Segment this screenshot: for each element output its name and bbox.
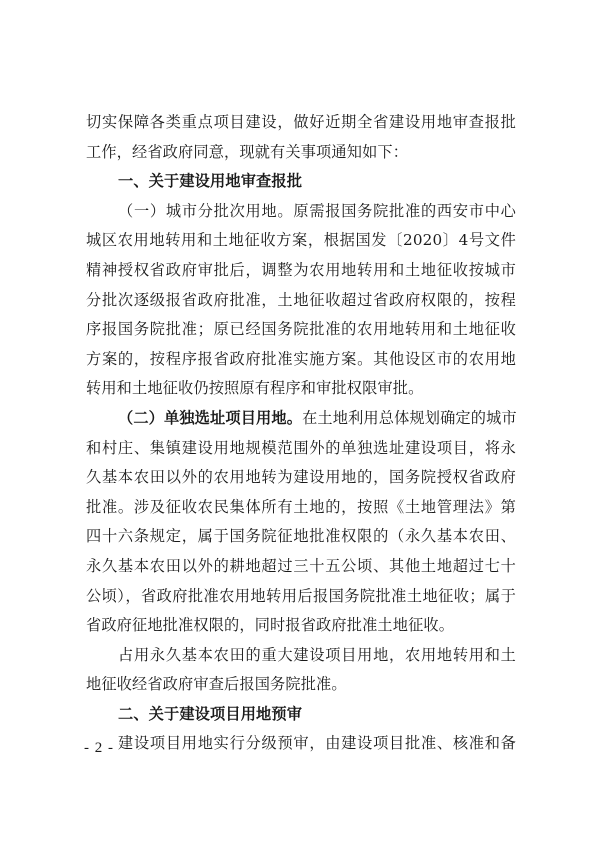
item-2-line: 永久基本农田以外的耕地超过三十五公顷、其他土地超过七十	[86, 556, 516, 575]
item-2-lead: （二）单独选址项目用地。	[118, 408, 303, 427]
document-body	[86, 108, 516, 759]
item-2-line: 久基本农田以外的农用地转为建设用地的，国务院授权省政府	[86, 468, 516, 487]
item-2-text: 在土地利用总体规划确定的城市	[302, 408, 517, 427]
item-1-first-line	[86, 197, 516, 227]
paragraph-3-line: 地征收经省政府审查后报国务院批准。	[86, 675, 347, 694]
item-2-line: 批准。涉及征收农民集体所有土地的，按照《土地管理法》第	[86, 497, 516, 516]
paragraph-3-line: 占用永久基本农田的重大建设项目用地，农用地转用和土	[118, 645, 516, 664]
item-1-lead: （一）城市分批次用地。	[118, 201, 294, 220]
item-2-line: 和村庄、集镇建设用地规模范围外的单独选址建设项目，将永	[86, 438, 516, 457]
item-1-text: 原需报国务院批准的西安市中心	[293, 201, 516, 220]
item-2-line: 四十六条规定，属于国务院征地批准权限的（永久基本农田、	[86, 527, 516, 546]
item-2-first-line	[86, 404, 516, 434]
item-1-line: 精神授权省政府审批后，调整为农用地转用和土地征收按城市	[86, 260, 516, 279]
section-2-heading: 二、关于建设项目用地预审	[118, 704, 303, 723]
item-1-line: 序报国务院批准；原已经国务院批准的农用地转用和土地征收	[86, 320, 516, 339]
intro-line-1: 切实保障各类重点项目建设，做好近期全省建设用地审查报批	[86, 113, 516, 131]
item-1-line: 城区农用地转用和土地征收方案，根据国发〔2020〕4号文件	[86, 231, 516, 250]
item-2-line: 省政府征地批准权限的，同时报省政府批准土地征收。	[86, 616, 455, 635]
section-2-line: 建设项目用地实行分级预审，由建设项目批准、核准和备	[118, 734, 516, 753]
item-1-line: 分批次逐级报省政府批准，土地征收超过省政府权限的，按程	[86, 290, 516, 309]
intro-line-2: 工作，经省政府同意，现就有关事项通知如下：	[86, 142, 409, 161]
item-2-line: 公顷），省政府批准农用地转用后报国务院批准土地征收；属于	[86, 586, 516, 605]
page-number: - 2 -	[84, 740, 114, 756]
item-1-line: 转用和土地征收仍按照原有程序和审批权限审批。	[86, 379, 424, 398]
item-1-line: 方案的，按程序报省政府批准实施方案。其他设区市的农用地	[86, 349, 516, 368]
section-1-heading: 一、关于建设用地审查报批	[118, 172, 303, 191]
